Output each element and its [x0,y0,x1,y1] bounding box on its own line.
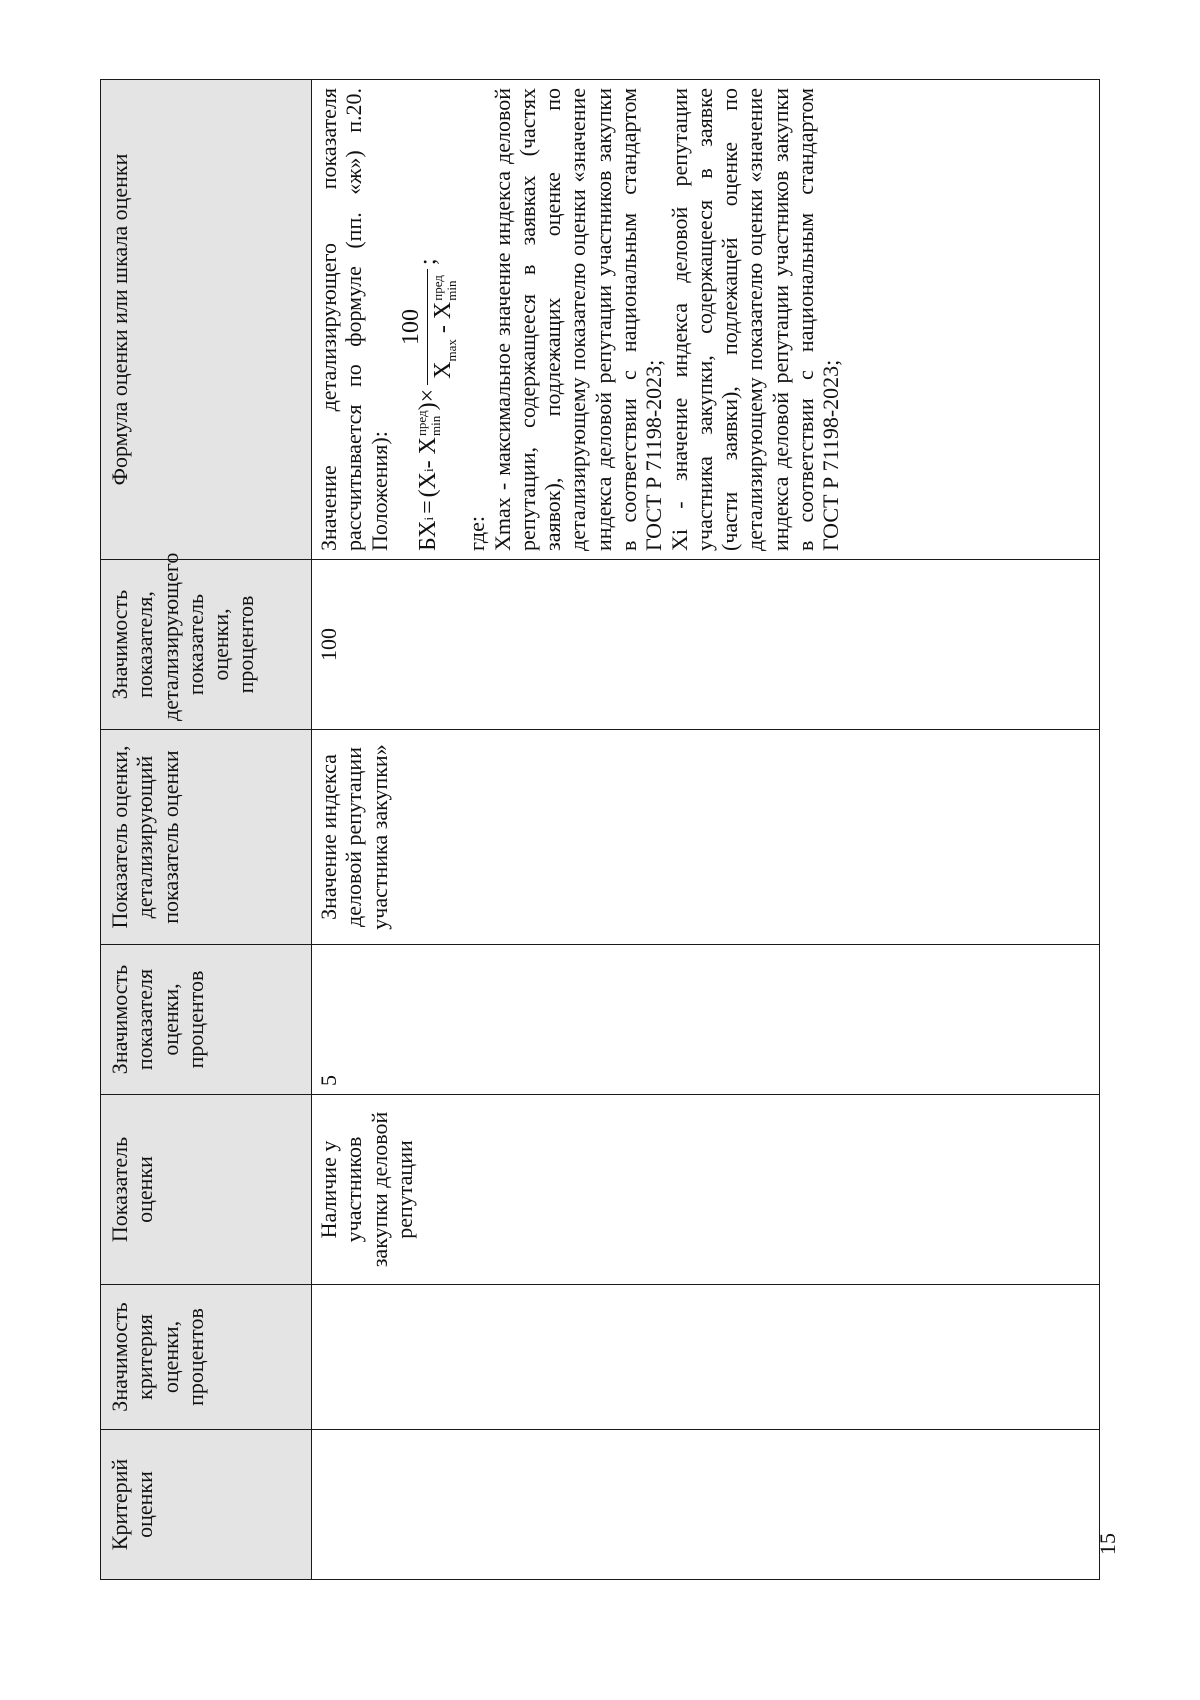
header-indicator-weight: Значимость показателя оценки, процентов [101,945,312,1095]
formula-numerator: 100 [397,308,424,345]
formula-open: (X [415,471,442,498]
formula-den-min-sub: min [443,280,459,301]
page-number: 15 [1095,1533,1120,1555]
formula-fraction [398,269,460,385]
cell-criterion [312,1430,1100,1580]
header-formula: Формула оценки или шкала оценки [101,80,312,560]
formula-xi-sub: i [420,468,436,472]
header-indicator: Показатель оценки [101,1095,312,1285]
header-detail-weight: Значимость показателя, детализирующего показатель оценки, процентов [101,560,312,730]
cell-criterion-weight [312,1285,1100,1430]
formula-den-pred-sup: пред [430,275,446,301]
formula-lhs: БХ [415,520,442,551]
formula-pred-min [415,410,442,436]
table-header-row [101,80,312,1580]
cell-detail-indicator: Значение индекса деловой репутации участника закупки» [312,730,1100,945]
formula-lhs-sub: i [420,516,436,521]
rotated-page-content [100,80,1110,1580]
formula-pred-sup: пред [414,410,430,437]
formula-tail: ; [415,258,442,266]
formula-den-minus: - X [430,301,457,340]
formula-xmax-description: Xmax - максимальное значение индекса деловой репутации, содержащееся в заявках (частях заявок), подлежащих оценке по детализирующему показателю оценки «значение индекса деловой репутации участников закупки в соответствии с национальным стандартом ГОСТ Р 71198-2023; [489,88,667,551]
formula-den-max-sub: max [444,339,460,362]
table-row [312,80,1100,1580]
header-criterion: Критерий оценки [101,1430,312,1580]
cell-formula [312,80,1100,560]
formula-intro: Значение детализирующего показателя рассчитывается по формуле (пп. «ж») п.20. Положения): [316,88,392,551]
cell-detail-weight: 100 [312,560,1100,730]
formula-close: )× [415,388,442,411]
cell-indicator: Наличие у участников закупки деловой репутации [312,1095,1100,1285]
formula-denominator [427,269,460,385]
evaluation-table [100,79,1100,1580]
formula-xi-description: Xi - значение индекса деловой репутации участника закупки, содержащееся в заявке (части заявки), подлежащей оценке по детализирующему показателю оценки «значение индекса деловой репутации участников закупки в соответствии с национальным стандартом ГОСТ Р 71198-2023; [666,88,844,551]
formula-eq: = [415,500,442,514]
formula-minus: - X [415,437,442,469]
formula-where: где: [464,516,490,551]
header-detail-indicator: Показатель оценки, детализирующий показатель оценки [101,730,312,945]
formula-den-x: X [430,361,457,379]
formula-expression [398,88,460,551]
formula-min-sub: min [428,415,444,437]
formula-den-pred-min [431,275,458,301]
cell-indicator-weight: 5 [312,945,1100,1095]
header-criterion-weight: Значимость критерия оценки, процентов [101,1285,312,1430]
